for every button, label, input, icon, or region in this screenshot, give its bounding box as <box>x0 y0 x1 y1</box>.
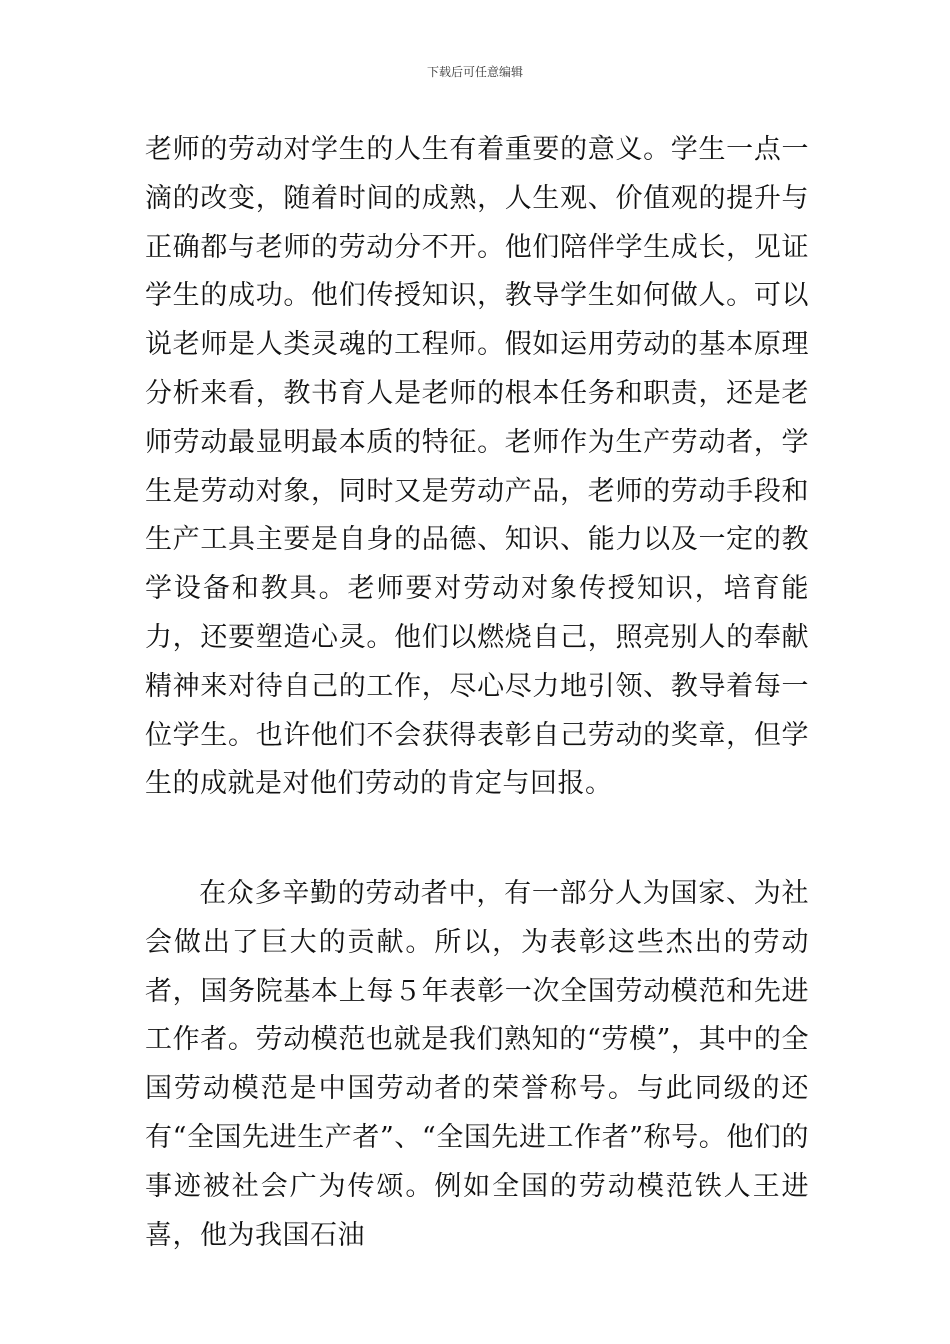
page-header: 下载后可任意编辑 <box>426 65 523 79</box>
paragraph-model-workers: 在众多辛勤的劳动者中，有一部分人为国家、为社会做出了巨大的贡献。所以，为表彰这些杰出的劳动者，国务院基本上每５年表彰一次全国劳动模范和先进工作者。劳动模范也就是我们熟知的“劳模”，其中的全国劳动模范是中国劳动者的荣誉称号。与此同级的还有“全国先进生产者”、“全国先进工作者”称号。他们的事迹被社会广为传颂。例如全国的劳动模范铁人王进喜，他为我国石油 <box>145 878 809 1251</box>
paragraph-teacher-labor: 老师的劳动对学生的人生有着重要的意义。学生一点一滴的改变，随着时间的成熟，人生观、价值观的提升与正确都与老师的劳动分不开。他们陪伴学生成长，见证学生的成功。他们传授知识，教导学生如何做人。可以说老师是人类灵魂的工程师。假如运用劳动的基本原理分析来看，教书育人是老师的根本任务和职责，还是老师劳动最显明最本质的特征。老师作为生产劳动者，学生是劳动对象，同时又是劳动产品，老师的劳动手段和生产工具主要是自身的品德、知识、能力以及一定的教学设备和教具。老师要对劳动对象传授知识，培育能力，还要塑造心灵。他们以燃烧自己，照亮别人的奉献精神来对待自己的工作，尽心尽力地引领、教导着每一位学生。也许他们不会获得表彰自己劳动的奖章，但学生的成就是对他们劳动的肯定与回报。 <box>145 134 809 800</box>
